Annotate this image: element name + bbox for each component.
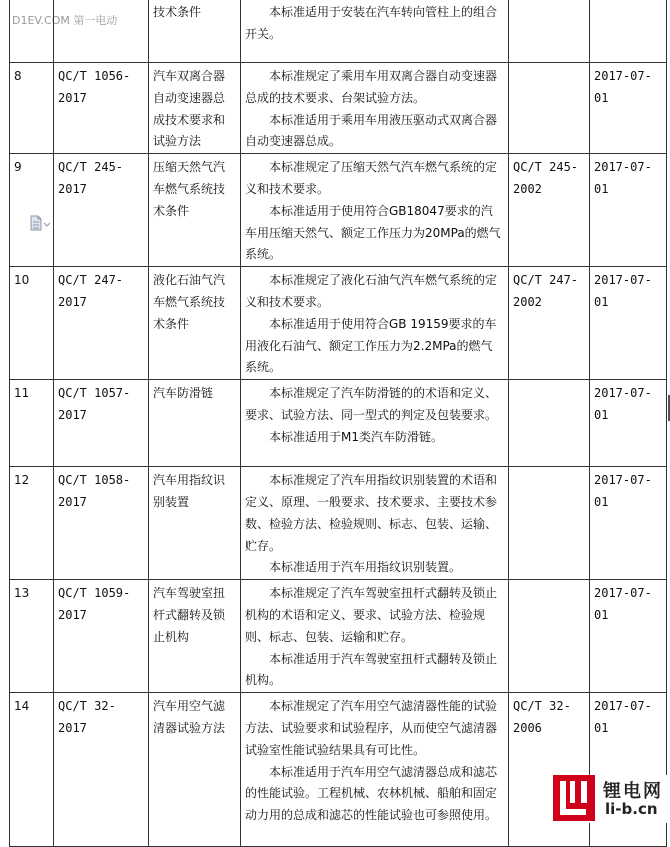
standard-name: 液化石油气汽车燃气系统技术条件 (149, 267, 241, 380)
table-row (10, 467, 667, 580)
standards-table (9, 0, 667, 847)
description-paragraph: 本标准规定了汽车用指纹识别装置的术语和定义、原理、一般要求、技术要求、主要技术参数、检验方法、检验规则、标志、包装、运输、贮存。 (245, 473, 498, 553)
description-paragraph: 本标准规定了汽车用空气滤清器性能的试验方法、试验要求和试验程序，从而使空气滤清器试验室性能试验结果具有可比性。 (245, 699, 498, 757)
row-index: 13 (10, 580, 54, 693)
description-paragraph: 本标准适用于汽车用空气滤清器总成和滤芯的性能试验。工程机械、农林机械、船舶和固定动力用的总成和滤芯的性能试验也可参照使用。 (245, 764, 498, 823)
standard-description (241, 63, 509, 154)
standard-description (241, 467, 509, 580)
standard-code: QC/T 245-2017 (54, 154, 149, 267)
table-row (10, 693, 667, 847)
table-row (10, 0, 667, 63)
description-paragraph: 本标准规定了液化石油气汽车燃气系统的定义和技术要求。 (245, 273, 498, 309)
replaced-standard: QC/T 245-2002 (509, 154, 590, 267)
table-row (10, 154, 667, 267)
row-index: 8 (10, 63, 54, 154)
description-paragraph: 本标准适用于使用符合GB 19159要求的车用液化石油气、额定工作压力为2.2MPa的燃气系统。 (245, 316, 497, 375)
implementation-date: 2017-07-01 (590, 580, 667, 693)
description-paragraph: 本标准适用于汽车用指纹识别装置。 (269, 560, 462, 575)
row-index: 10 (10, 267, 54, 380)
description-paragraph: 本标准适用于M1类汽车防滑链。 (269, 429, 443, 444)
standard-name: 汽车防滑链 (149, 380, 241, 467)
watermark-text: D1EV.COM 第一电动 (12, 14, 118, 27)
standard-name: 汽车驾驶室扭杆式翻转及锁止机构 (149, 580, 241, 693)
standard-name: 汽车双离合器自动变速器总成技术要求和试验方法 (149, 63, 241, 154)
implementation-date: 2017-07-01 (590, 267, 667, 380)
description-paragraph: 本标准适用于汽车驾驶室扭杆式翻转及锁止机构。 (245, 651, 498, 688)
standard-code: QC/T 1059-2017 (54, 580, 149, 693)
standard-code (54, 0, 149, 63)
standard-name: 压缩天然气汽车燃气系统技术条件 (149, 154, 241, 267)
row-index (10, 0, 54, 63)
standard-description (241, 154, 509, 267)
logo-mark-icon (553, 775, 595, 821)
implementation-date: 2017-07-01 (590, 63, 667, 154)
standard-description (241, 693, 509, 847)
site-logo (553, 775, 670, 823)
implementation-date: 2017-07-01 (590, 154, 667, 267)
implementation-date: 2017-07-01 (590, 380, 667, 467)
replaced-standard (509, 380, 590, 467)
table-row (10, 63, 667, 154)
description-paragraph: 本标准适用于安装在汽车转向管柱上的组合开关。 (245, 5, 498, 41)
standard-description (241, 380, 509, 467)
standard-code: QC/T 247-2017 (54, 267, 149, 380)
replaced-standard: QC/T 32-2006 (509, 693, 590, 847)
logo-chinese-text: 锂电网 (603, 781, 663, 802)
standard-description (241, 0, 509, 63)
table-row (10, 380, 667, 467)
standard-code: QC/T 1057-2017 (54, 380, 149, 467)
description-paragraph: 本标准规定了乘用车用双离合器自动变速器总成的技术要求、台架试验方法。 (245, 69, 498, 105)
implementation-date (590, 0, 667, 63)
description-paragraph: 本标准规定了汽车驾驶室扭杆式翻转及锁止机构的术语和定义、要求、试验方法、检验规则、标志、包装、运输和贮存。 (245, 586, 498, 644)
description-paragraph: 本标准适用于使用符合GB18047要求的汽车用压缩天然气、额定工作压力为20MPa的燃气系统。 (245, 203, 501, 262)
table-row (10, 580, 667, 693)
replaced-standard (509, 0, 590, 63)
replaced-standard (509, 580, 590, 693)
standard-name: 技术条件 (149, 0, 241, 63)
table-row (10, 267, 667, 380)
row-index: 11 (10, 380, 54, 467)
replaced-standard (509, 63, 590, 154)
table-body (10, 0, 667, 847)
logo-url-text: li-b.cn (605, 800, 658, 818)
standard-code: QC/T 1056-2017 (54, 63, 149, 154)
description-paragraph: 本标准规定了压缩天然气汽车燃气系统的定义和技术要求。 (245, 160, 498, 196)
implementation-date: 2017-07-01 (590, 467, 667, 580)
row-index: 12 (10, 467, 54, 580)
row-index: 14 (10, 693, 54, 847)
standard-description (241, 580, 509, 693)
document-icon[interactable] (30, 215, 52, 231)
standard-name: 汽车用指纹识别装置 (149, 467, 241, 580)
replaced-standard (509, 467, 590, 580)
description-paragraph: 本标准适用于乘用车用液压驱动式双离合器自动变速器总成。 (245, 112, 498, 149)
row-index: 9 (10, 154, 54, 267)
standard-description (241, 267, 509, 380)
implementation-date: 2017-07-01 (590, 693, 667, 847)
description-paragraph: 本标准规定了汽车防滑链的的术语和定义、要求、试验方法、同一型式的判定及包装要求。 (245, 386, 498, 422)
standard-name: 汽车用空气滤清器试验方法 (149, 693, 241, 847)
standard-code: QC/T 1058-2017 (54, 467, 149, 580)
standard-code: QC/T 32-2017 (54, 693, 149, 847)
replaced-standard: QC/T 247-2002 (509, 267, 590, 380)
